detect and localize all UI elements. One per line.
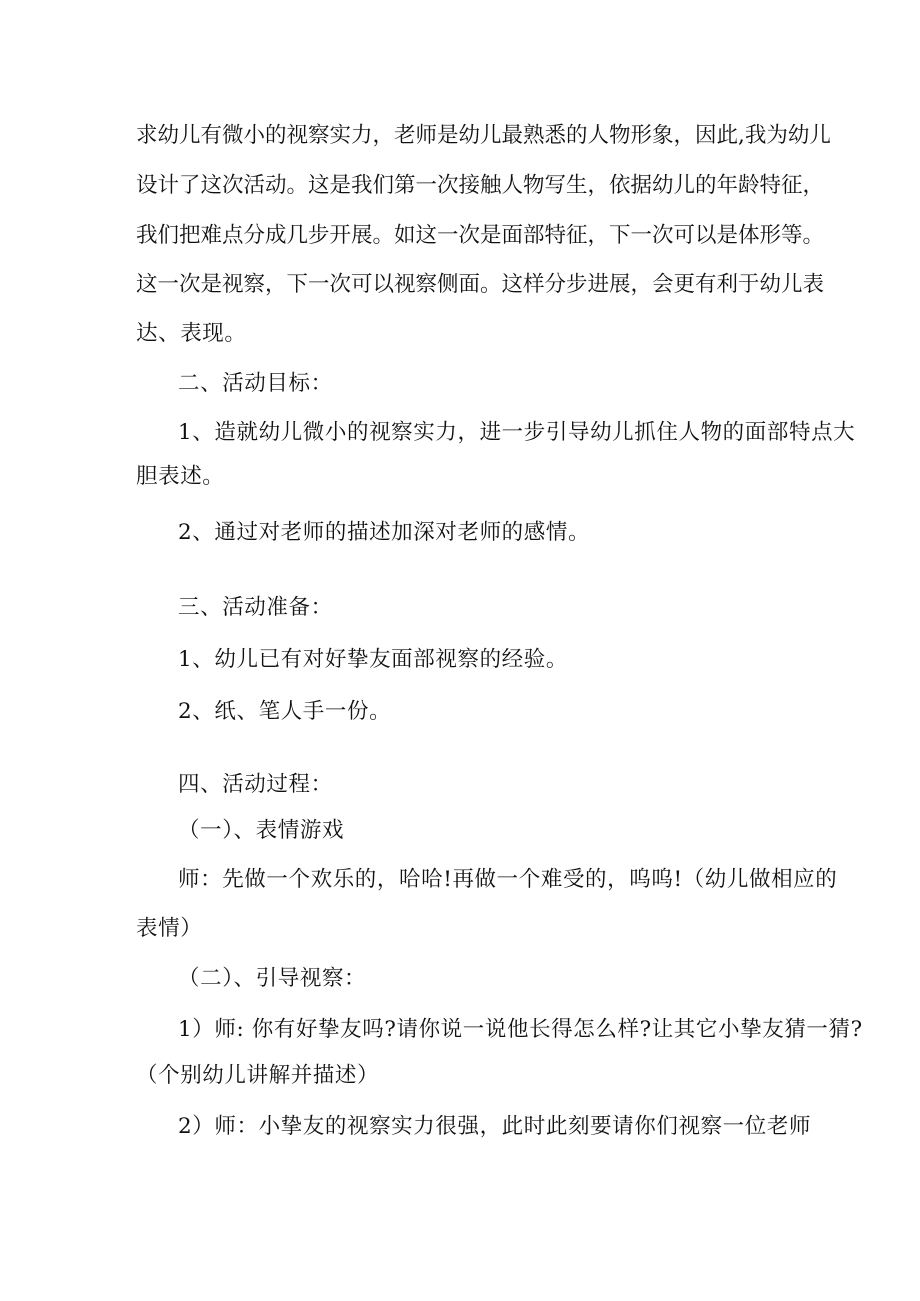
- process-text-line: 1）师: 你有好挚友吗?请你说一说他长得怎么样?让其它小挚友猜一猜?: [178, 1017, 863, 1042]
- goal-item-1-continued: 胆表述。: [136, 464, 225, 489]
- process-text-line: （个别幼儿讲解并描述）: [136, 1063, 380, 1088]
- preparation-item-2: 2、纸、笔人手一份。: [178, 699, 392, 724]
- section-heading-process: 四、活动过程：: [178, 772, 333, 797]
- body-text-line: 达、表现。: [136, 321, 247, 346]
- process-text-line: 师：先做一个欢乐的，哈哈!再做一个难受的，呜呜!（幼儿做相应的: [178, 867, 838, 892]
- goal-item-1: 1、造就幼儿微小的视察实力，进一步引导幼儿抓住人物的面部特点大: [178, 420, 856, 445]
- preparation-item-1: 1、幼儿已有对好挚友面部视察的经验。: [178, 647, 568, 672]
- process-subheading-1: （一）、表情游戏: [178, 818, 345, 843]
- body-text-line: 我们把难点分成几步开展。如这一次是面部特征，下一次可以是体形等。: [136, 223, 825, 248]
- process-subheading-2: （二）、引导视察：: [178, 966, 367, 991]
- body-text-line: 这一次是视察，下一次可以视察侧面。这样分步进展，会更有利于幼儿表: [136, 272, 825, 297]
- goal-item-2: 2、通过对老师的描述加深对老师的感情。: [178, 520, 591, 545]
- section-heading-preparation: 三、活动准备：: [178, 595, 333, 620]
- process-text-line: 2）师：小挚友的视察实力很强，此时此刻要请你们视察一位老师: [178, 1114, 812, 1139]
- body-text-line: 求幼儿有微小的视察实力，老师是幼儿最熟悉的人物形象，因此,我为幼儿: [136, 123, 831, 148]
- body-text-line: 设计了这次活动。这是我们第一次接触人物写生，依据幼儿的年龄特征，: [136, 173, 825, 198]
- section-heading-goals: 二、活动目标：: [178, 371, 333, 396]
- process-text-line: 表情）: [136, 916, 203, 941]
